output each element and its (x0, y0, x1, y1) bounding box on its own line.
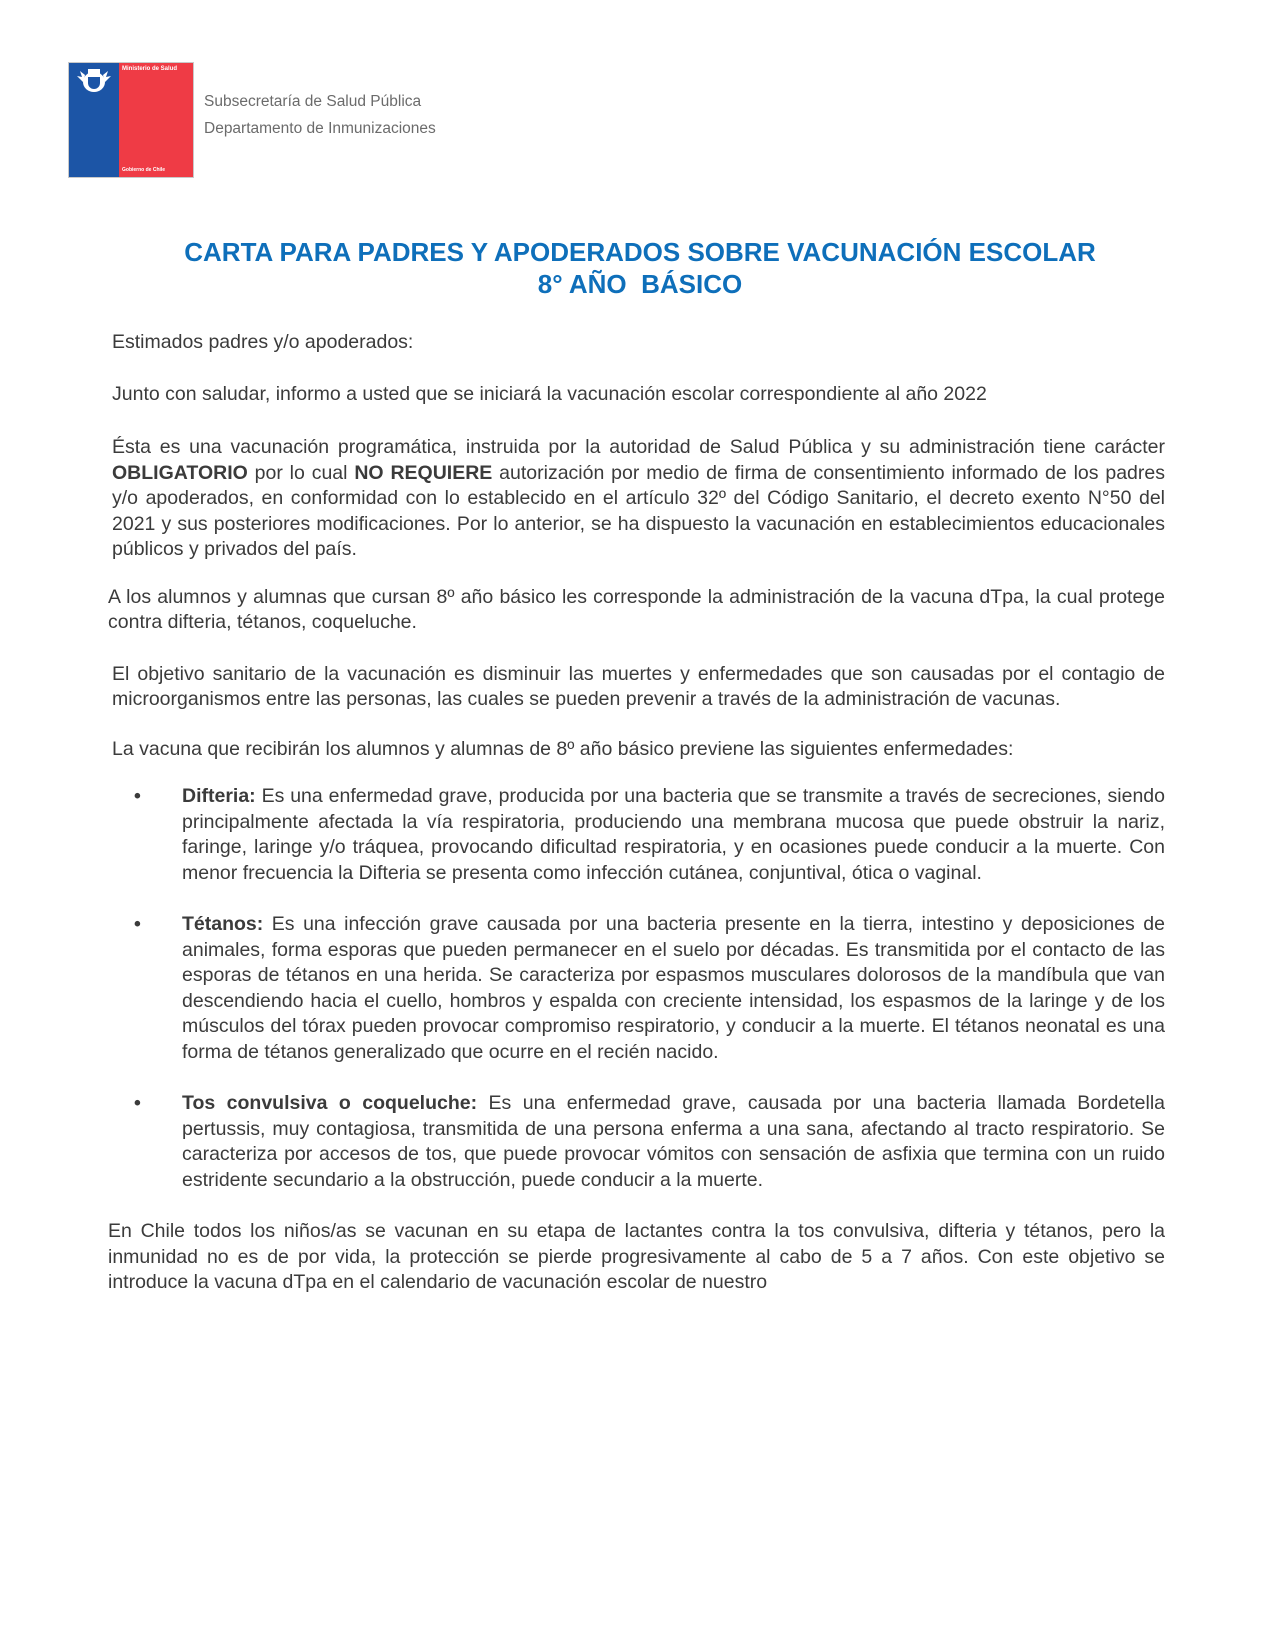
greeting: Estimados padres y/o apoderados: (112, 331, 414, 353)
subsecretaria-label: Subsecretaría de Salud Pública (204, 93, 422, 110)
list-item (134, 784, 1165, 886)
list-item (134, 1091, 1165, 1193)
mandatory-bold-no-requiere: NO REQUIERE (354, 461, 493, 484)
disease-description: Es una enfermedad grave, causada por una bacteria llamada Bordetella pertussis, muy contagiosa, transmitida de una persona enferma a una sana, afectando al tracto respiratorio. Se caracteriza por accesos de tos, que puede provocar vómitos con sensación de asfixia que termina con un ruido estridente secundario a la obstrucción, puede conducir a la muerte. (182, 1092, 1165, 1191)
logo-ministerio-text: Ministerio de Salud (122, 66, 178, 72)
disease-term: Tétanos: (182, 913, 264, 935)
objective-paragraph: El objetivo sanitario de la vacunación es disminuir las muertes y enfermedades que son causadas por el contagio de microorganismos entre las personas, las cuales se pueden prevenir a través de la administración de vacunas. (112, 662, 1165, 710)
mandatory-text-c: por lo cual (247, 461, 355, 484)
closing-paragraph: En Chile todos los niños/as se vacunan en su etapa de lactantes contra la tos convulsiva, difteria y tétanos, pero la inmunidad no es de por vida, la protección se pierde progresivamente al cabo de 5 a 7 años. Con este objetivo se introduce la vacuna dTpa en el calendario de vacunación escolar de nuestro (108, 1220, 1165, 1293)
diseases-list (112, 784, 1165, 1193)
mandatory-text-a: Ésta es una vacunación programática, instruida por la autoridad de Salud Pública y su administración tiene carácter (112, 436, 1165, 458)
logo-gobierno-text: Gobierno de Chile (122, 167, 166, 173)
disease-term: Difteria: (182, 785, 256, 807)
document-title (90, 236, 1190, 300)
coat-of-arms-icon (74, 63, 114, 99)
header-department (204, 88, 436, 142)
mandatory-text-d: autorización por medio de firma de consentimiento informado de los padres y/o apoderados, en conformidad con lo establecido en el artículo 32º del Código Sanitario, el decreto exento N°50 del 2021 y sus posteriores modificaciones. Por lo anterior, se ha dispuesto la vacunación en establecimientos educacionales públicos y privados del país. (112, 461, 1165, 560)
disease-term: Tos convulsiva o coqueluche: (182, 1092, 478, 1114)
list-item (134, 912, 1165, 1065)
departamento-label: Departamento de Inmunizaciones (204, 120, 436, 137)
title-line-1: CARTA PARA PADRES Y APODERADOS SOBRE VACUNACIÓN ESCOLAR (184, 237, 1096, 267)
bullet-icon: • (134, 1092, 141, 1114)
logo-blue-panel (69, 63, 119, 177)
bullet-icon: • (134, 913, 141, 935)
vaccine-paragraph: A los alumnos y alumnas que cursan 8º año básico les corresponde la administración de la vacuna dTpa, la cual protege contra difteria, tétanos, coqueluche. (108, 585, 1165, 633)
title-line-2: 8° AÑO BÁSICO (537, 269, 743, 299)
bullet-icon: • (134, 785, 141, 807)
disease-description: Es una enfermedad grave, producida por una bacteria que se transmite a través de secreciones, siendo principalmente afectada la vía respiratoria, produciendo una membrana mucosa que puede obstruir la nariz, faringe, laringe y/o tráquea, provocando dificultad respiratoria, y en ocasiones puede conducir a la muerte. Con menor frecuencia la Difteria se presenta como infección cutánea, conjuntival, ótica o vaginal. (182, 785, 1165, 884)
mandatory-paragraph (112, 435, 1165, 563)
mandatory-bold-obligatorio: OBLIGATORIO (112, 461, 248, 484)
disease-description: Es una infección grave causada por una bacteria presente en la tierra, intestino y deposiciones de animales, forma esporas que pueden permanecer en el suelo por décadas. Es transmitida por el contacto de las esporas de tétanos en una herida. Se caracteriza por espasmos musculares dolorosos de la mandíbula que van descendiendo hacia el cuello, hombros y espalda con creciente intensidad, los espasmos de la laringe y de los músculos del tórax pueden provocar compromiso respiratorio, y conducir a la muerte. El tétanos neonatal es una forma de tétanos generalizado que ocurre en el recién nacido. (182, 913, 1165, 1063)
logo-red-panel (119, 63, 193, 177)
intro-paragraph: Junto con saludar, informo a usted que se iniciará la vacunación escolar correspondiente al año 2022 (112, 382, 987, 405)
letter-body (108, 330, 1165, 1320)
diseases-intro-paragraph: La vacuna que recibirán los alumnos y alumnas de 8º año básico previene las siguientes enfermedades: (112, 737, 1014, 760)
ministerio-salud-logo (68, 62, 194, 178)
